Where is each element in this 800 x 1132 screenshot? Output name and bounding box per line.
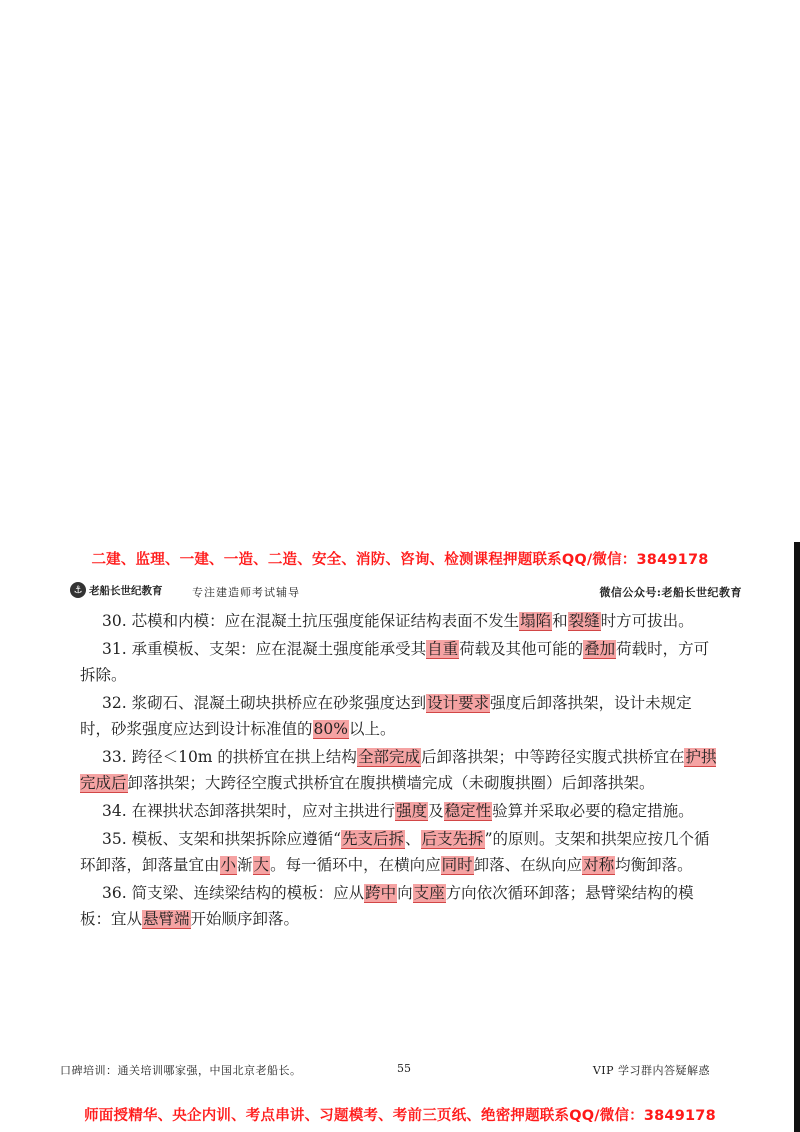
paragraph	[80, 826, 720, 878]
paragraph-text: 后卸落拱架；中等跨径实腹式拱桥宜在	[420, 748, 685, 766]
promo-banner-top: 二建、监理、一建、一造、二造、安全、消防、咨询、检测课程押题联系QQ/微信：3849178	[91, 552, 709, 568]
promo-banner-bottom: 师面授精华、央企内训、考点串讲、习题模考、考前三页纸、绝密押题联系QQ/微信：3849178	[84, 1108, 716, 1124]
paragraph	[80, 798, 720, 824]
paragraph	[80, 636, 720, 688]
highlighted-term: 强度	[396, 802, 428, 820]
document-body	[80, 608, 720, 934]
logo	[70, 582, 163, 598]
paragraph-text: 、	[405, 830, 421, 848]
paragraph-text: 渐	[237, 856, 253, 874]
header-tagline: 专注建造师考试辅导	[192, 586, 300, 599]
paragraph	[80, 744, 720, 796]
paragraph-text: 卸落、在纵向应	[473, 856, 583, 874]
footer-slogan: 口碑培训：通关培训哪家强，中国北京老船长。	[60, 1064, 302, 1077]
paragraph	[80, 608, 720, 634]
scan-edge	[794, 542, 800, 1132]
paragraph-text: 荷载时，方可拆除。	[80, 640, 710, 684]
highlighted-term: 自重	[427, 640, 459, 658]
paragraph-text: 。每一循环中，在横向应	[270, 856, 441, 874]
paragraph-text: 时方可拔出。	[600, 612, 694, 630]
paragraph	[80, 880, 720, 932]
footer-note: VIP 学习群内答疑解惑	[592, 1064, 710, 1077]
paragraph-text: 31. 承重模板、支架：应在混凝土强度能承受其	[102, 640, 427, 658]
paragraph-text: 30. 芯模和内模：应在混凝土抗压强度能保证结构表面不发生	[102, 612, 520, 630]
paragraph-text: 向	[397, 884, 413, 902]
paragraph-text: 35. 模板、支架和拱架拆除应遵循“	[102, 830, 342, 848]
logo-text: 老船长世纪教育	[89, 584, 163, 597]
paragraph-text: 开始顺序卸落。	[190, 910, 300, 928]
paragraph-text: ”的原则。支架和拱架应按几个循环卸落，卸落量宜由	[80, 830, 710, 874]
highlighted-term: 对称	[583, 856, 615, 874]
blank-upper-area	[0, 0, 800, 538]
highlighted-term: 80%	[313, 720, 348, 738]
page-number: 55	[397, 1062, 411, 1075]
page-footer	[60, 1062, 750, 1080]
highlighted-term: 悬臂端	[143, 910, 190, 928]
highlighted-term: 护拱完成后	[80, 748, 717, 792]
highlighted-term: 稳定性	[444, 802, 492, 820]
highlighted-term: 小	[220, 856, 237, 874]
paragraph-text: 及	[428, 802, 444, 820]
paragraph-text: 34. 在裸拱状态卸落拱架时，应对主拱进行	[102, 802, 396, 820]
paragraph-text: 卸落拱架；大跨径空腹式拱桥宜在腹拱横墙完成（未砌腹拱圈）后卸落拱架。	[127, 774, 655, 792]
highlighted-term: 塌陷	[520, 612, 552, 630]
ship-logo-icon: ⚓	[70, 582, 86, 598]
page-header	[70, 582, 742, 602]
paragraph-text: 验算并采取必要的稳定措施。	[492, 802, 694, 820]
highlighted-term: 支座	[413, 884, 445, 902]
paragraph-text: 36. 简支梁、连续梁结构的模板：应从	[102, 884, 365, 902]
paragraph-text: 33. 跨径＜10m 的拱桥宜在拱上结构	[102, 748, 357, 766]
highlighted-term: 全部完成	[357, 748, 420, 766]
highlighted-term: 裂缝	[568, 612, 600, 630]
paragraph-text: 32. 浆砌石、混凝土砌块拱桥应在砂浆强度达到	[102, 694, 427, 712]
highlighted-term: 大	[253, 856, 270, 874]
paragraph-text: 方向依次循环卸落；悬臂梁结构的模板：宜从	[80, 884, 694, 928]
highlighted-term: 先支后拆	[342, 830, 405, 848]
paragraph-text: 荷载及其他可能的	[459, 640, 584, 658]
paragraph-text: 以上。	[348, 720, 396, 738]
paragraph-text: 和	[552, 612, 568, 630]
highlighted-term: 设计要求	[427, 694, 490, 712]
highlighted-term: 后支先拆	[421, 830, 484, 848]
highlighted-term: 叠加	[584, 640, 616, 658]
paragraph	[80, 690, 720, 742]
paragraph-text: 均衡卸落。	[615, 856, 693, 874]
highlighted-term: 同时	[441, 856, 473, 874]
header-wechat: 微信公众号:老船长世纪教育	[599, 586, 742, 599]
highlighted-term: 跨中	[365, 884, 397, 902]
paragraph-text: 强度后卸落拱架，设计未规定时，砂浆强度应达到设计标准值的	[80, 694, 692, 738]
